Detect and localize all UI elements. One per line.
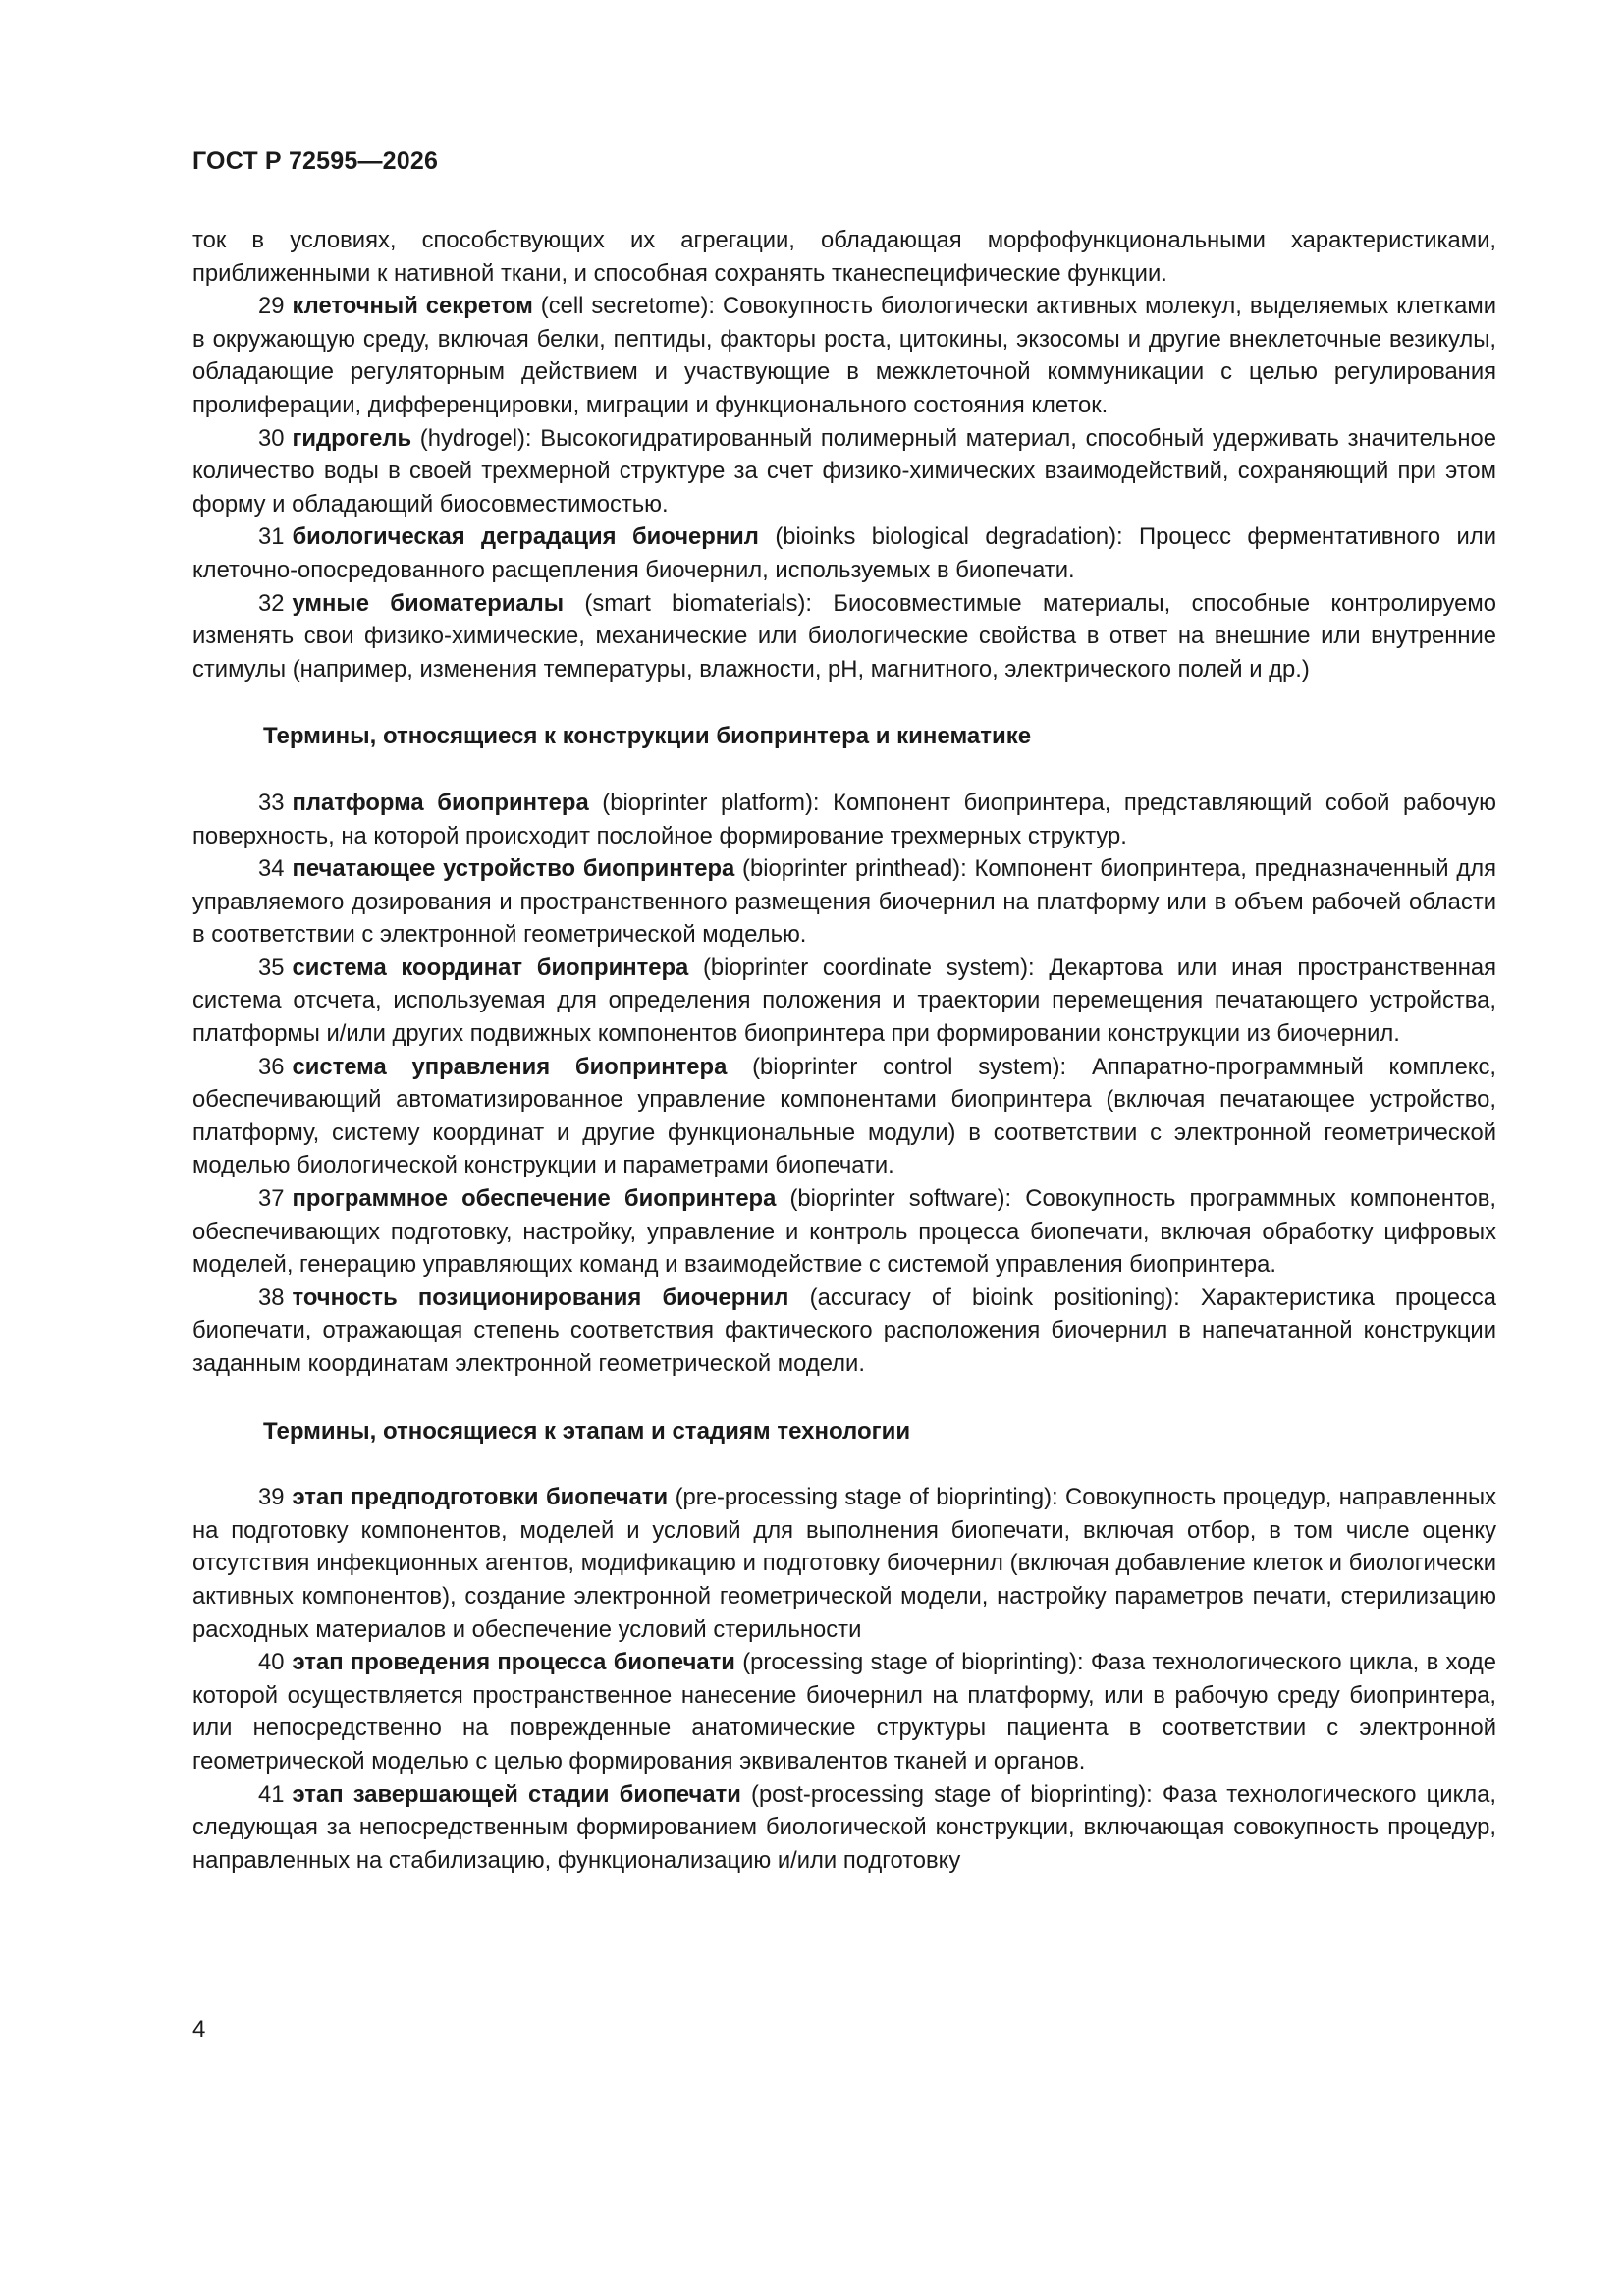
term-name: точность позиционирования биочернил [292,1284,789,1311]
term-number: 29 [258,293,285,320]
terms-group-1 [192,290,1496,685]
term-name: платформа биопринтера [292,789,589,816]
term-entry [192,1051,1496,1182]
term-number: 30 [258,424,285,452]
term-number: 32 [258,589,285,617]
term-number: 41 [258,1780,285,1808]
term-entry [192,1282,1496,1381]
intro-fragment: ток в условиях, способствующих их агрегации, обладающая морфофункциональными характеристиками, приближенными к нативной ткани, и способная сохранять тканеспецифические функции. [192,227,1496,287]
term-definition: (processing stage of bioprinting): Фаза технологического цикла, в ходе которой осуществляется пространственное нанесение биочернил на платформу, или в рабочую среду биопринтера, или непосредственно на поврежденные анатомические структуры пациента в соответствии с электронной геометрической моделью с целью формирования эквивалентов тканей и органов. [192,1649,1496,1775]
term-entry [192,1646,1496,1777]
term-definition: (bioprinter platform): Компонент биопринтера, представляющий собой рабочую поверхность, на которой происходит послойное формирование трехмерных структур. [192,789,1496,849]
term-number: 40 [258,1649,285,1676]
standard-header: ГОСТ Р 72595—2026 [192,147,439,175]
page-number: 4 [192,2016,206,2043]
term-name: биологическая деградация биочернил [292,523,759,551]
term-number: 33 [258,789,285,816]
term-definition: (post-processing stage of bioprinting): Фаза технологического цикла, следующая за непосредственным формированием биологической конструкции, включающая совокупность процедур, направленных на стабилизацию, функционализацию и/или подготовку [192,1780,1496,1874]
term-entry [192,787,1496,852]
term-number: 34 [258,855,285,883]
terms-group-3 [192,1481,1496,1877]
term-name: печатающее устройство биопринтера [292,855,735,883]
term-definition: (bioinks biological degradation): Процесс ферментативного или клеточно-опосредованного расщепления биочернил, используемых в биопечати. [192,523,1496,583]
term-definition: (pre-processing stage of bioprinting): Совокупность процедур, направленных на подготовку компонентов, моделей и условий для выполнения биопечати, включая отбор, в том числе оценку отсутствия инфекционных агентов, модификацию и подготовку биочернил (включая добавление клеток и биологически активных компонентов), создание электронной геометрической модели, настройку параметров печати, стерилизацию расходных материалов и обеспечение условий стерильности [192,1484,1496,1643]
section-heading-technology-stages: Термины, относящиеся к этапам и стадиям технологии [263,1417,911,1445]
document-body [192,224,1496,1877]
term-definition: (bioprinter software): Совокупность программных компонентов, обеспечивающих подготовку, настройку, управление и контроль процесса биопечати, включая обработку цифровых моделей, генерацию управляющих команд и взаимодействие с системой управления биопринтера. [192,1185,1496,1279]
term-entry [192,1778,1496,1878]
section-heading-bioprinter-design: Термины, относящиеся к конструкции биопринтера и кинематике [263,723,1032,750]
term-name: гидрогель [292,424,412,452]
term-number: 39 [258,1484,285,1511]
term-definition: (bioprinter control system): Аппаратно-программный комплекс, обеспечивающий автоматизированное управление компонентами биопринтера (включая печатающее устройство, платформу, систему координат и другие функциональные модули) в соответствии с электронной геометрической моделью биологической конструкции и параметрами биопечати. [192,1053,1496,1179]
term-number: 37 [258,1185,285,1213]
term-name: система координат биопринтера [292,954,689,981]
terms-group-2 [192,787,1496,1381]
term-definition: (accuracy of bioink positioning): Характеристика процесса биопечати, отражающая степень соответствия фактического расположения биочернил в напечатанной конструкции заданным координатам электронной геометрической модели. [192,1284,1496,1377]
term-number: 35 [258,954,285,981]
term-entry [192,422,1496,521]
term-number: 36 [258,1053,285,1080]
term-entry [192,587,1496,686]
term-entry [192,852,1496,952]
term-definition: (hydrogel): Высокогидратированный полимерный материал, способный удерживать значительное количество воды в своей трехмерной структуре за счет физико-химических взаимодействий, сохраняющий при этом форму и обладающий биосовместимостью. [192,424,1496,518]
term-entry [192,1481,1496,1646]
term-name: этап предподготовки биопечати [292,1484,669,1511]
term-name: этап завершающей стадии биопечати [292,1780,741,1808]
term-definition: (bioprinter printhead): Компонент биопринтера, предназначенный для управляемого дозирования и пространственного размещения биочернил на платформу или в объем рабочей области в соответствии с электронной геометрической моделью. [192,855,1496,949]
term-definition: (smart biomaterials): Биосовместимые материалы, способные контролируемо изменять свои физико-химические, механические или биологические свойства в ответ на внешние или внутренние стимулы (например, изменения температуры, влажности, pH, магнитного, электрического полей и др.) [192,589,1496,683]
term-definition: (bioprinter coordinate system): Декартова или иная пространственная система отсчета, используемая для определения положения и траектории перемещения печатающего устройства, платформы и/или других подвижных компонентов биопринтера при формировании конструкции из биочернил. [192,954,1496,1048]
term-name: система управления биопринтера [292,1053,728,1080]
term-definition: (cell secretome): Совокупность биологически активных молекул, выделяемых клетками в окружающую среду, включая белки, пептиды, факторы роста, цитокины, экзосомы и другие внеклеточные везикулы, обладающие регуляторным действием и участвующие в межклеточной коммуникации с целью регулирования пролиферации, дифференцировки, миграции и функционального состояния клеток. [192,293,1496,418]
term-entry [192,520,1496,586]
term-entry [192,290,1496,421]
term-entry [192,1182,1496,1282]
term-name: клеточный секретом [292,293,533,320]
term-name: этап проведения процесса биопечати [292,1649,735,1676]
term-name: умные биоматериалы [292,589,565,617]
term-entry [192,952,1496,1051]
term-number: 38 [258,1284,285,1311]
term-number: 31 [258,523,285,551]
term-name: программное обеспечение биопринтера [292,1185,777,1213]
